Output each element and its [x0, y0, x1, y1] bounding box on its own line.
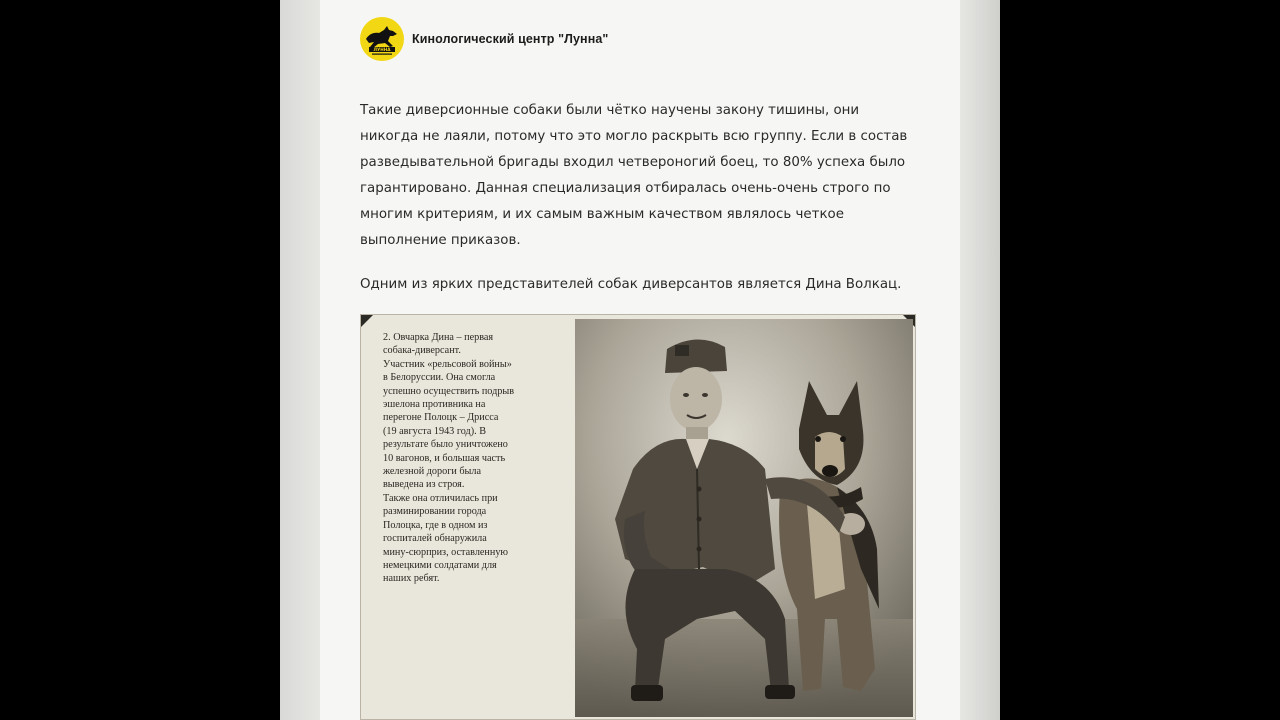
figure-corner: [361, 315, 373, 327]
article-figure: [360, 314, 916, 720]
channel-logo-icon[interactable]: [360, 17, 404, 61]
logo-text: ЛУННА: [373, 47, 391, 53]
historical-photo: [575, 319, 913, 717]
article-paragraph-1: Такие диверсионные собаки были чётко научены закону тишины, они никогда не лаяли, потому что это могло раскрыть всю группу. Если в состав разведывательной бригады входил четвероногий боец, то 80% успеха было гарантировано. Данная специализация отбиралась очень-очень строго по многим критериям, и их самым важным качеством являлось четкое выполнение приказов.: [360, 103, 908, 248]
channel-header: [360, 16, 608, 62]
article-card: [320, 0, 960, 720]
left-gutter: [280, 0, 320, 720]
right-gutter: [960, 0, 1000, 720]
figure-caption: 2. Овчарка Дина – первая собака-диверсант. Участник «рельсовой войны» в Белоруссии. Она смогла успешно осуществить подрыв эшелона противника на перегоне Полоцк – Дрисса (19 августа 1943 год). В результате было уничтожено 10 вагонов, и большая часть железной дороги была выведена из строя. Также она отличилась при разминировании города Полоцка, где в одном из госпиталей обнаружила мину-сюрприз, оставленную немецкими солдатами для наших ребят.: [383, 332, 515, 585]
channel-name[interactable]: Кинологический центр "Лунна": [412, 32, 609, 46]
article-paragraph-2: Одним из ярких представителей собак диверсантов является Дина Волкац.: [360, 277, 902, 292]
